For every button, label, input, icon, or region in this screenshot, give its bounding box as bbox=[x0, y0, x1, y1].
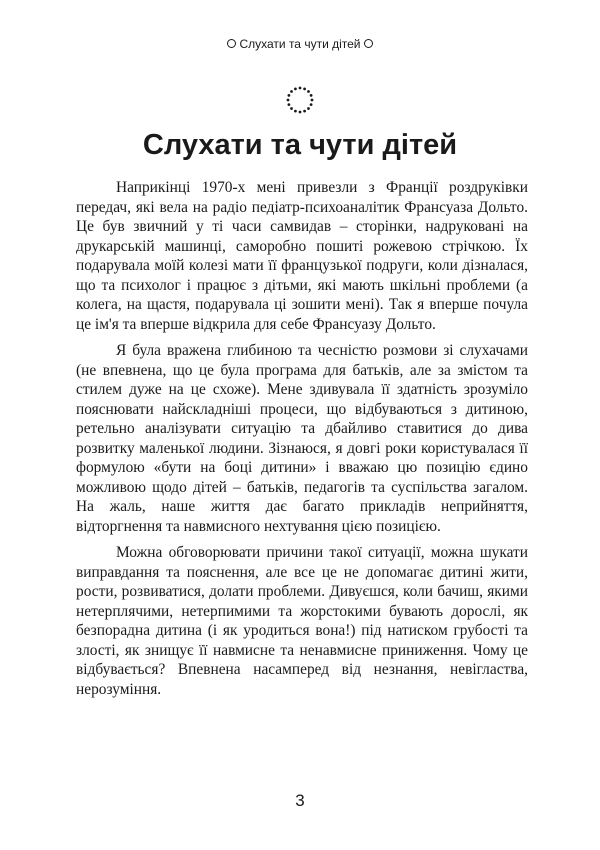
page-number: 3 bbox=[295, 791, 305, 810]
paragraph: Наприкінці 1970-х мені привезли з Франції роздруківки передач, які вела на радіо педіатр-психоаналітик Франсуаза Дольто. Це був звичний у ті часи самвидав – сторінки, надруковані на друкарській машинці, саморобно пошиті рожевою стрічкою. Їх подарувала моїй колезі мати її французької подруги, коли дізналася, що та психолог і працює з дітьми, які мають шкільні проблеми (а колега, на щастя, подарувала ці зошити мені). Так я вперше почула це ім'я та вперше відкрила для себе Франсуазу Дольто. bbox=[76, 179, 528, 333]
circle-bullet-icon bbox=[364, 39, 373, 48]
paragraph: Я була вражена глибиною та чесністю розмови зі слухачами (не впевнена, що це була програма для батьків, але за змістом та стилем дуже на це схоже). Мене здивувала її здатність зрозуміло пояснювати найскладніші процеси, що відбуваються з дитиною, ретельно аналізувати ситуацію та дбайливо ставитися до дива розвитку маленької людини. Зізнаюся, я довгі роки користувалася її формулою «бути на боці дитини» і вважаю цю позицію єдино можливою щодо дітей – батьків, педагогів та суспільства загалом. На жаль, наше життя дає багато прикладів неприйняття, відторгнення та навмисного нехтування цією позицією. bbox=[76, 342, 528, 535]
running-header-title: Слухати та чути дітей bbox=[239, 37, 361, 51]
chapter-title: Слухати та чути дітей bbox=[142, 129, 458, 161]
body-text bbox=[76, 178, 528, 706]
running-header bbox=[0, 36, 600, 52]
dotted-circle-ornament-icon bbox=[284, 84, 316, 116]
circle-bullet-icon bbox=[227, 39, 236, 48]
paragraph: Можна обговорювати причини такої ситуації, можна шукати виправдання та пояснення, але все це не допомагає дитині жити, рости, розвиватися, долати проблеми. Дивуєшся, коли бачиш, якими нетерплячими, нетерпимими та жорстокими бувають дорослі, як безпорадна дитина (і як уродиться вона!) під натиском грубості та злості, як знищує її навмисне та ненавмисне приниження. Чому це відбувається? Впевнена насамперед від незнання, невігластва, нерозуміння. bbox=[76, 544, 528, 698]
